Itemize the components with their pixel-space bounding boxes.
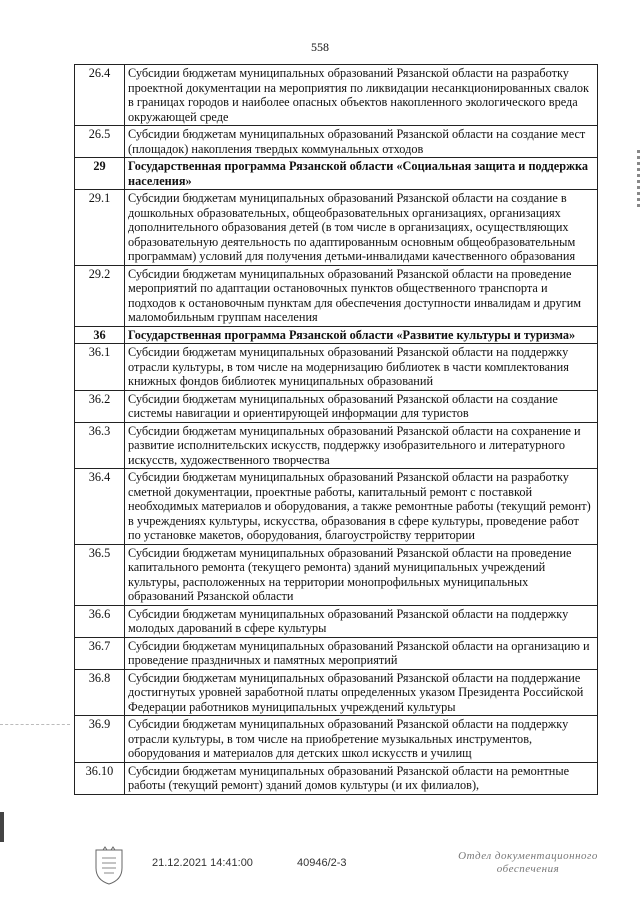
program-heading: Государственная программа Рязанской области «Социальная защита и поддержка населения» (125, 158, 598, 190)
subsidy-description: Субсидии бюджетам муниципальных образований Рязанской области на поддержку молодых дарований в сфере культуры (125, 605, 598, 637)
row-number: 36.2 (75, 390, 125, 422)
subsidy-description: Субсидии бюджетам муниципальных образований Рязанской области на разработку проектной документации на мероприятия по ликвидации несанкционированных свалок в границах городов и наиболее опасных объектов накопленного экологического вреда окружающей среде (125, 65, 598, 126)
scan-margin-mark (0, 812, 4, 842)
table-row (75, 158, 598, 190)
program-heading: Государственная программа Рязанской области «Развитие культуры и туризма» (125, 326, 598, 344)
subsidy-table (74, 64, 598, 795)
table-row (75, 65, 598, 126)
row-number: 36.7 (75, 637, 125, 669)
table-row (75, 762, 598, 794)
row-number: 36.10 (75, 762, 125, 794)
footer-reg-number: 40946/2-3 (297, 857, 347, 869)
row-number: 36.4 (75, 469, 125, 545)
table-row (75, 190, 598, 266)
table-row (75, 605, 598, 637)
table-row (75, 637, 598, 669)
table-row (75, 265, 598, 326)
row-number: 36 (75, 326, 125, 344)
row-number: 36.3 (75, 422, 125, 469)
subsidy-description: Субсидии бюджетам муниципальных образований Рязанской области на поддержку отрасли культуры, в том числе на приобретение музыкальных инструментов, оборудования и материалов для детских школ искусств и училищ (125, 716, 598, 763)
subsidy-description: Субсидии бюджетам муниципальных образований Рязанской области на проведение мероприятий по адаптации остановочных пунктов общественного транспорта и подходов к остановочным пунктам для обеспечения доступности инвалидам и другим маломобильным группам населения (125, 265, 598, 326)
subsidy-description: Субсидии бюджетам муниципальных образований Рязанской области на организацию и проведение праздничных и памятных мероприятий (125, 637, 598, 669)
table-row (75, 390, 598, 422)
table-row (75, 716, 598, 763)
department-stamp: Отдел документационного обеспечения (458, 850, 598, 875)
subsidy-description: Субсидии бюджетам муниципальных образований Рязанской области на сохранение и развитие исполнительских искусств, поддержку изобразительного и литературного искусств, художественного творчества (125, 422, 598, 469)
subsidy-description: Субсидии бюджетам муниципальных образований Рязанской области на ремонтные работы (текущий ремонт) зданий домов культуры (и их филиалов), (125, 762, 598, 794)
table-row (75, 126, 598, 158)
row-number: 26.4 (75, 65, 125, 126)
row-number: 29 (75, 158, 125, 190)
table-row (75, 669, 598, 716)
subsidy-description: Субсидии бюджетам муниципальных образований Рязанской области на создание мест (площадок) накопления твердых коммунальных отходов (125, 126, 598, 158)
row-number: 36.9 (75, 716, 125, 763)
table-row (75, 326, 598, 344)
subsidy-description: Субсидии бюджетам муниципальных образований Рязанской области на создание в дошкольных образовательных, общеобразовательных организациях, организациях дополнительного образования детей (в том числе в организациях, осуществляющих образовательную деятельность по адаптированным основным общеобразовательным программам) условий для получения детьми-инвалидами качественного образования (125, 190, 598, 266)
row-number: 26.5 (75, 126, 125, 158)
page-number: 558 (311, 40, 329, 54)
row-number: 36.6 (75, 605, 125, 637)
subsidy-description: Субсидии бюджетам муниципальных образований Рязанской области на разработку сметной документации, проектные работы, капитальный ремонт с поставкой необходимых материалов и оборудования, а также ремонтные работы (текущий ремонт) в учреждениях культуры, искусства, образования в сфере культуры, проведение работ по установке макетов, оборудования, благоустройству территории (125, 469, 598, 545)
footer-datetime: 21.12.2021 14:41:00 (152, 857, 253, 869)
row-number: 36.5 (75, 544, 125, 605)
row-number: 36.8 (75, 669, 125, 716)
subsidy-description: Субсидии бюджетам муниципальных образований Рязанской области на поддержку отрасли культуры, в том числе на модернизацию библиотек в части комплектования книжных фондов библиотек муниципальных образований (125, 344, 598, 391)
table-row (75, 544, 598, 605)
subsidy-description: Субсидии бюджетам муниципальных образований Рязанской области на проведение капитального ремонта (текущего ремонта) зданий муниципальных учреждений культуры, расположенных на территории монопрофильных муниципальных образований Рязанской области (125, 544, 598, 605)
coat-of-arms-icon (92, 846, 126, 886)
table-row (75, 422, 598, 469)
subsidy-description: Субсидии бюджетам муниципальных образований Рязанской области на поддержание достигнутых уровней заработной платы определенных указом Президента Российской Федерации работников муниципальных учреждений культуры (125, 669, 598, 716)
row-number: 29.2 (75, 265, 125, 326)
table-row (75, 469, 598, 545)
subsidy-description: Субсидии бюджетам муниципальных образований Рязанской области на создание системы навигации и ориентирующей информации для туристов (125, 390, 598, 422)
row-number: 36.1 (75, 344, 125, 391)
row-number: 29.1 (75, 190, 125, 266)
table-row (75, 344, 598, 391)
table-body (75, 65, 598, 795)
scan-dash-line (0, 724, 70, 725)
